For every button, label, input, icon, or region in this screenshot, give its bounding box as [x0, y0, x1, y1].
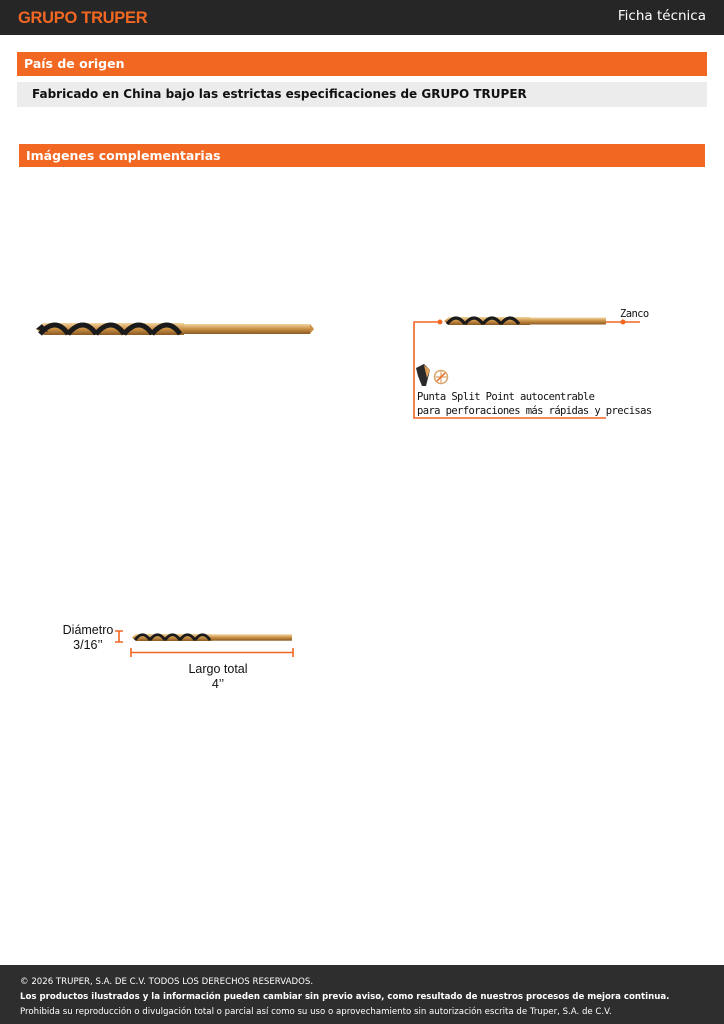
- brand-logo: GRUPO TRUPER: [18, 9, 148, 27]
- origin-text: Fabricado en China bajo las estrictas especificaciones de GRUPO TRUPER: [17, 82, 707, 107]
- drill-bit-image-large: [34, 318, 316, 340]
- diameter-value: 3/16’’: [73, 638, 103, 652]
- footer: [0, 965, 724, 1024]
- length-value: 4’’: [211, 677, 225, 691]
- length-label: [168, 662, 268, 692]
- footer-notice: Los productos ilustrados y la información pueden cambiar sin previo aviso, como resultado de nuestros procesos de mejora continua.: [20, 992, 670, 1002]
- top-bar: [0, 0, 724, 35]
- footer-copyright: © 2026 TRUPER, S.A. DE C.V. TODOS LOS DERECHOS RESERVADOS.: [20, 977, 314, 987]
- footer-prohibition: Prohibida su reproducción o divulgación total o parcial así como su uso o aprovechamiento sin autorización escrita de Truper, S.A. de C.V.: [20, 1007, 612, 1017]
- callout-tip-line1: Punta Split Point autocentrable: [417, 391, 595, 403]
- section-title-images: Imágenes complementarias: [19, 144, 705, 167]
- length-title: Largo total: [188, 662, 248, 676]
- diameter-label: [58, 623, 118, 653]
- diameter-title: Diámetro: [62, 623, 114, 637]
- document-type: Ficha técnica: [617, 8, 706, 24]
- callout-shank: Zanco: [620, 308, 649, 320]
- section-title-origin: País de origen: [17, 52, 707, 76]
- drill-bit-dimensions-diagram: [112, 628, 297, 660]
- callout-tip-line2: para perforaciones más rápidas y precisas: [417, 405, 652, 417]
